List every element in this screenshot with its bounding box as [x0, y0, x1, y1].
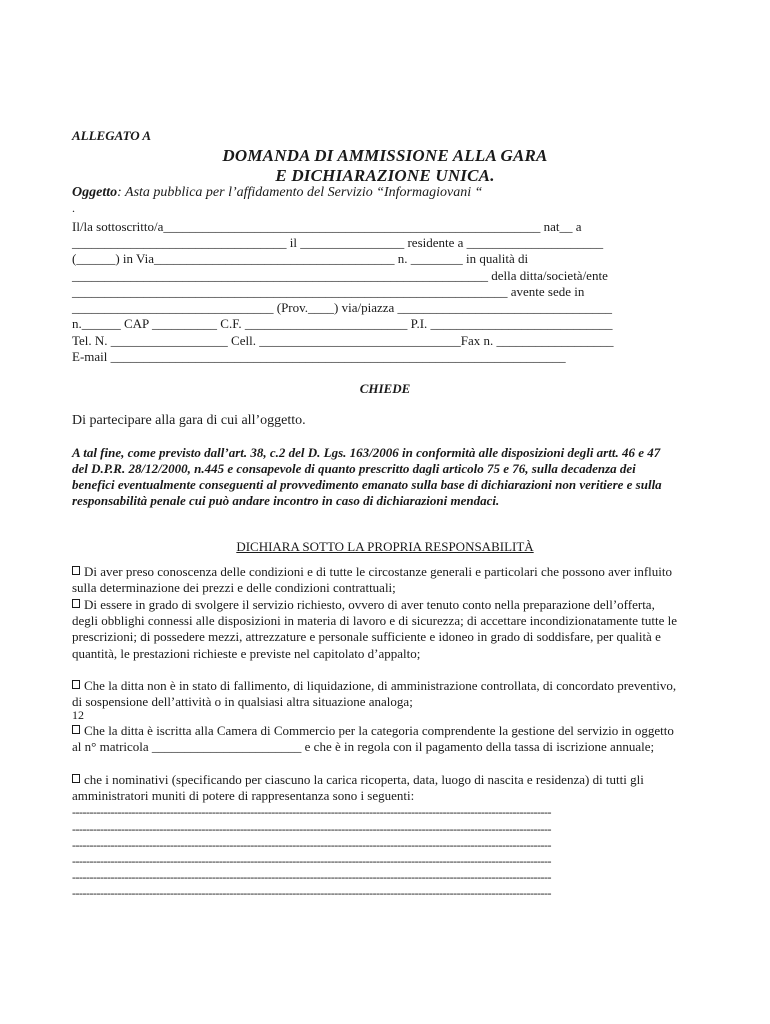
fill-in-line: -----------------------------------------------------------------------------------------------------------------------------------------: [72, 854, 551, 868]
form-line-4: ________________________________________________________________ della ditta/società/ente: [72, 268, 608, 283]
declaration-item: [72, 772, 680, 804]
form-line-1: Il/la sottoscritto/a__________________________________________________________ nat__ a: [72, 219, 582, 234]
oggetto-text: : Asta pubblica per l’affidamento del Servizio “Informagiovani “: [117, 185, 483, 200]
checkbox-icon[interactable]: [72, 566, 80, 575]
form-line-5: ___________________________________________________________________ avente sede in: [72, 284, 585, 299]
declaration-text: Che la ditta è iscritta alla Camera di Commercio per la categoria comprendente la gestione del servizio in oggetto al n° matricola _______________________ e che è in regola con il pagamento della tassa di iscrizione annuale;: [72, 723, 674, 755]
declaration-text: Che la ditta non è in stato di fallimento, di liquidazione, di amministrazione controllata, di concordato preventivo, di sospensione dell’attività o in qualsiasi altra situazione analoga;: [72, 678, 677, 710]
form-line-7: n.______ CAP __________ C.F. _________________________ P.I. ____________________________: [72, 316, 613, 331]
declaration-item: [72, 597, 680, 662]
chiede-heading: CHIEDE: [359, 381, 411, 396]
form-line-3: (______) in Via_____________________________________ n. ________ in qualità di: [72, 251, 529, 266]
document-title-line2: E DICHIARAZIONE UNICA.: [275, 166, 495, 185]
checkbox-icon[interactable]: [72, 725, 80, 734]
declaration-text: Di aver preso conoscenza delle condizioni e di tutte le circostanze generali e particolari che possono aver influito sulla determinazione dei prezzi e delle condizioni contrattuali;: [72, 564, 673, 596]
declaration-text: che i nominativi (specificando per ciascuno la carica ricoperta, data, luogo di nascita e residenza) di tutti gli amministratori muniti di potere di rappresentanza sono i seguenti:: [72, 772, 644, 804]
declaration-item: [72, 723, 680, 755]
conformity-paragraph: A tal fine, come previsto dall’art. 38, c.2 del D. Lgs. 163/2006 in conformità alle disposizioni degli artt. 46 e 47 del D.P.R. 28/12/2000, n.445 e consapevole di quanto prescritto dagli articolo 75 e 76, sulla decadenza dei benefici eventualmente conseguenti al provvedimento emanato sulla base di dichiarazioni non veritiere e sulla responsabilità penale cui può andare incontro in caso di dichiarazioni mendaci.: [72, 445, 662, 508]
oggetto-line: [72, 185, 482, 201]
fill-in-line: -----------------------------------------------------------------------------------------------------------------------------------------: [72, 822, 551, 836]
form-line-6: _______________________________ (Prov.____) via/piazza _________________________________: [72, 300, 613, 315]
declaration-item: [72, 678, 680, 710]
document-title-line1: DOMANDA DI AMMISSIONE ALLA GARA: [222, 146, 548, 165]
fill-in-line: -----------------------------------------------------------------------------------------------------------------------------------------: [72, 805, 551, 819]
partecipare-text: Di partecipare alla gara di cui all’oggetto.: [72, 413, 306, 428]
allegato-label: ALLEGATO A: [72, 128, 152, 143]
fill-in-line: -----------------------------------------------------------------------------------------------------------------------------------------: [72, 870, 551, 884]
fill-in-line: -----------------------------------------------------------------------------------------------------------------------------------------: [72, 838, 551, 852]
checkbox-icon[interactable]: [72, 774, 80, 783]
oggetto-label: Oggetto: [72, 185, 118, 200]
declaration-text: Di essere in grado di svolgere il servizio richiesto, ovvero di aver tenuto conto nella preparazione dell’offerta, degli obblighi connessi alle disposizioni in materia di lavoro e di sicurezza; di accettare incondizionatamente tutte le prescrizioni; di possedere mezzi, attrezzature e personale sufficiente e idoneo in grado di soddisfare, per qualità e quantità, le prestazioni richieste e previste nel capitolato d’appalto;: [72, 597, 678, 661]
form-line-2: _________________________________ il ________________ residente a _____________________: [72, 235, 604, 250]
checkbox-icon[interactable]: [72, 599, 80, 608]
checkbox-icon[interactable]: [72, 680, 80, 689]
fill-in-line: -----------------------------------------------------------------------------------------------------------------------------------------: [72, 886, 551, 900]
page-number: 12: [72, 708, 84, 722]
dichiara-heading: DICHIARA SOTTO LA PROPRIA RESPONSABILITÀ: [236, 539, 534, 554]
dot-mark: .: [72, 201, 75, 215]
declaration-item: [72, 564, 680, 596]
form-line-9: E-mail ______________________________________________________________________: [72, 349, 566, 364]
form-line-8: Tel. N. __________________ Cell. _______________________________Fax n. __________________: [72, 333, 614, 348]
